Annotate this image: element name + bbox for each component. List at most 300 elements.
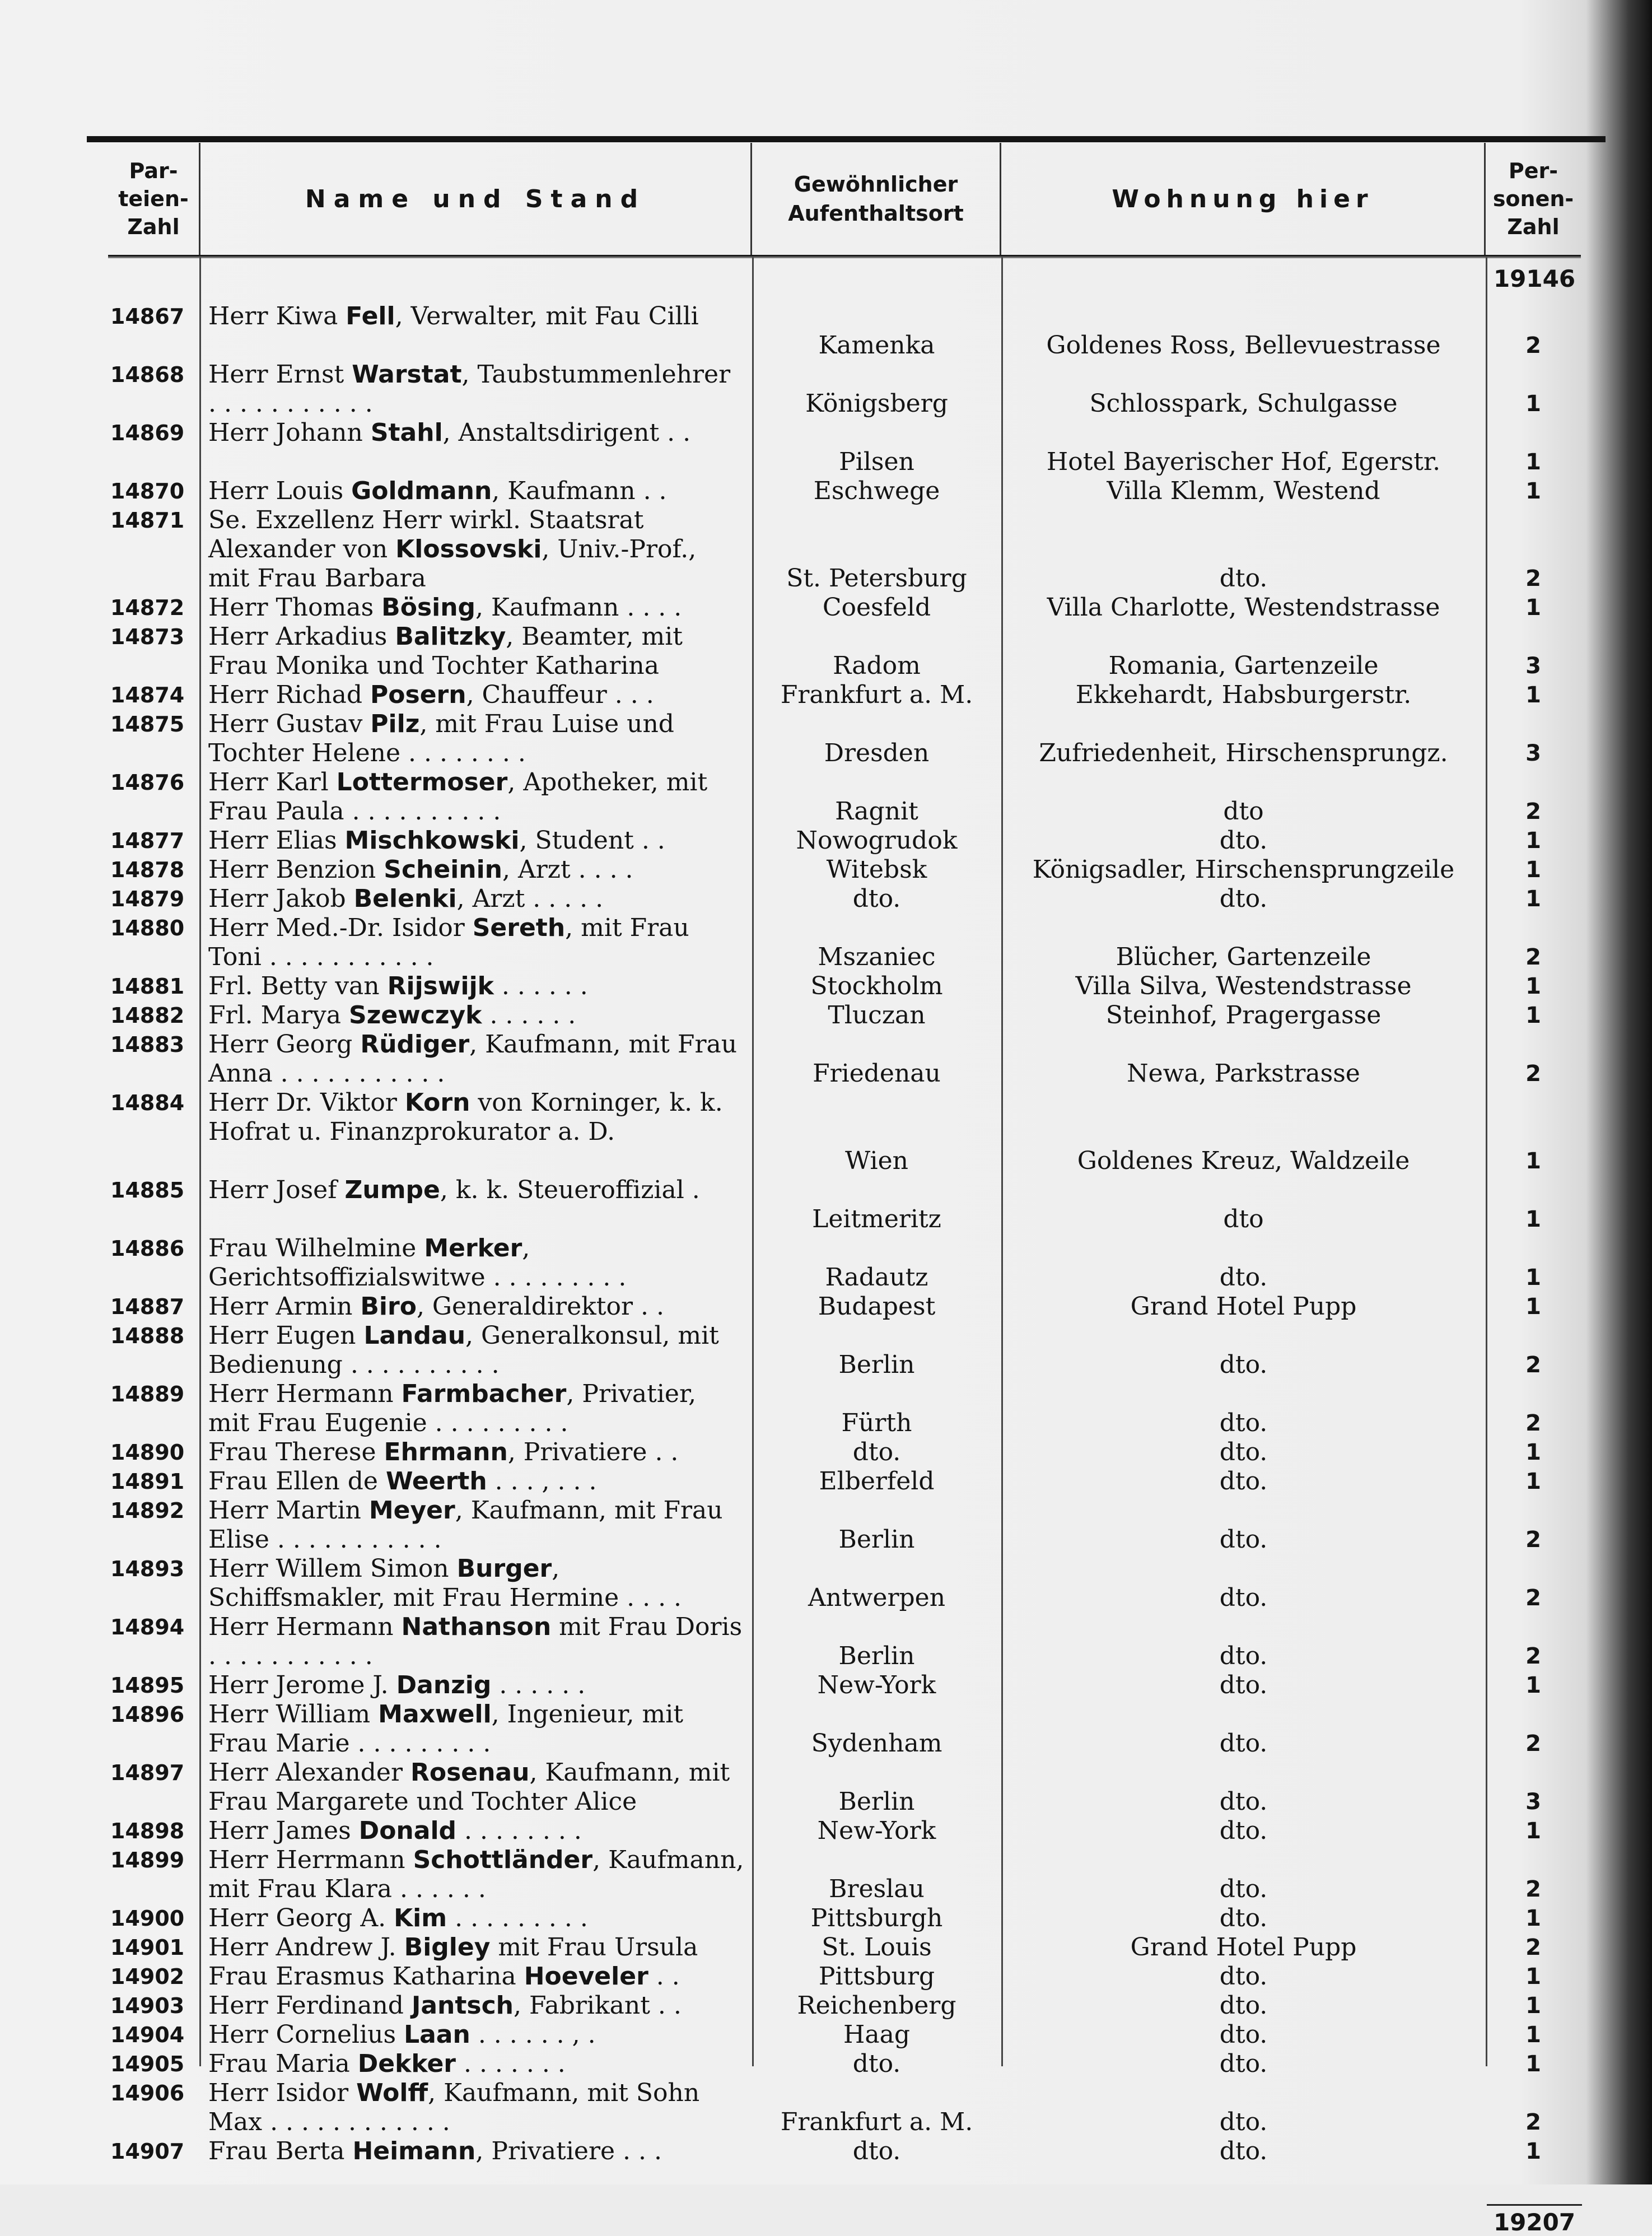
- party-number: 14877: [110, 828, 185, 853]
- name-prefix: Herr Johann: [208, 418, 371, 447]
- name-suffix: , mit Frau Toni . . . . . . . . . . .: [208, 914, 689, 971]
- name-suffix: , Beamter, mit Frau Monika und Tochter Katharina: [208, 622, 683, 680]
- table-row: [108, 1088, 1581, 1176]
- local-residence: Newa, Parkstrasse: [1127, 1059, 1360, 1088]
- guest-name: [200, 1700, 752, 1758]
- local-residence: Zufriedenheit, Hirschensprungz.: [1039, 739, 1448, 767]
- local-residence: dto.: [1219, 2049, 1268, 2078]
- person-count: 2: [1525, 1935, 1541, 1960]
- guest-name: [200, 1030, 752, 1088]
- party-number: 14901: [110, 1935, 185, 1960]
- table-row: [108, 1030, 1581, 1088]
- name-prefix: Herr Cornelius: [208, 2020, 404, 2049]
- party-number: 14898: [110, 1819, 185, 1843]
- name-prefix: Herr Thomas: [208, 593, 382, 622]
- name-suffix: , Arzt . . . . .: [456, 884, 604, 913]
- local-residence: dto.: [1219, 1787, 1268, 1816]
- guest-name: [200, 1321, 752, 1380]
- name-suffix: , Kaufmann, mit Frau Klara . . . . . .: [208, 1846, 744, 1903]
- party-number: 14870: [110, 479, 185, 504]
- person-count: 1: [1525, 1993, 1541, 2019]
- name-prefix: Herr Dr. Viktor: [208, 1088, 405, 1117]
- local-residence: dto.: [1219, 1409, 1268, 1437]
- surname: Balitzky: [395, 622, 506, 651]
- name-prefix: Herr Alexander: [208, 1758, 410, 1787]
- party-number: 14872: [110, 595, 185, 620]
- table-row: [108, 1991, 1581, 2020]
- local-residence: dto.: [1219, 2020, 1268, 2049]
- guest-name: [200, 1438, 752, 1467]
- surname: Heimann: [352, 2137, 476, 2165]
- table-row: [108, 1613, 1581, 1671]
- home-location: Reichenberg: [797, 1991, 956, 2020]
- table-row: [108, 477, 1581, 506]
- table-row: [108, 1904, 1581, 1933]
- guest-name: [200, 360, 752, 418]
- guest-name: [200, 972, 752, 1001]
- surname: Danzig: [396, 1671, 492, 1699]
- table-row: [108, 506, 1581, 593]
- name-suffix: von Korninger, k. k. Hofrat u. Finanzprokurator a. D.: [208, 1088, 723, 1146]
- guest-name: [200, 622, 752, 681]
- guest-name: [200, 768, 752, 826]
- party-number: 14885: [110, 1178, 185, 1203]
- home-location: Mszaniec: [818, 943, 936, 971]
- name-suffix: , Anstaltsdirigent . .: [442, 418, 691, 447]
- surname: Merker: [424, 1234, 522, 1263]
- local-residence: Ekkehardt, Habsburgerstr.: [1075, 681, 1412, 709]
- name-suffix: . . . , . . .: [487, 1467, 597, 1496]
- table-row: [108, 884, 1581, 914]
- table-row: [108, 2137, 1581, 2166]
- person-count: 1: [1525, 1964, 1541, 1990]
- local-residence: dto.: [1219, 1991, 1268, 2020]
- home-location: Elberfeld: [819, 1467, 935, 1496]
- name-suffix: . . . . . .: [491, 1671, 586, 1699]
- name-prefix: Herr Martin: [208, 1496, 369, 1525]
- local-residence: dto.: [1219, 1467, 1268, 1496]
- local-residence: dto.: [1219, 1583, 1268, 1612]
- surname: Posern: [370, 681, 466, 709]
- surname: Stahl: [370, 418, 443, 447]
- table-row: [108, 972, 1581, 1001]
- name-prefix: Frau Ellen de: [208, 1467, 386, 1496]
- name-suffix: mit Frau Ursula: [490, 1933, 698, 1962]
- surname: Pilz: [370, 710, 420, 738]
- name-prefix: Herr Arkadius: [208, 622, 395, 651]
- home-location: Budapest: [818, 1292, 936, 1321]
- name-suffix: . . . . . . . .: [456, 1816, 582, 1845]
- guest-name: [200, 710, 752, 768]
- table-row: [108, 681, 1581, 710]
- person-count: 2: [1525, 1643, 1541, 1669]
- guest-list-table: [108, 143, 1581, 2236]
- guest-name: [200, 884, 752, 914]
- guest-name: [200, 681, 752, 710]
- surname: Weerth: [385, 1467, 487, 1496]
- table-row: [108, 1001, 1581, 1030]
- surname: Bösing: [381, 593, 476, 622]
- table-row: [108, 2079, 1581, 2137]
- name-prefix: Herr Andrew J.: [208, 1933, 404, 1962]
- table-row: [108, 855, 1581, 884]
- name-prefix: Frau Erasmus Katharina: [208, 1962, 524, 1991]
- party-number: 14878: [110, 858, 185, 882]
- local-residence: Villa Silva, Westendstrasse: [1075, 972, 1412, 1000]
- person-count: 2: [1525, 2109, 1541, 2135]
- home-location: Witebsk: [826, 855, 927, 884]
- party-number: 14888: [110, 1324, 185, 1348]
- person-count: 1: [1525, 449, 1541, 475]
- home-location: Berlin: [838, 1787, 915, 1816]
- home-location: Königsberg: [805, 389, 948, 418]
- party-number: 14891: [110, 1469, 185, 1494]
- name-suffix: , Kaufmann, mit Frau Anna . . . . . . . . . . .: [208, 1030, 738, 1088]
- home-location: Breslau: [829, 1875, 925, 1903]
- home-location: New-York: [817, 1671, 936, 1699]
- person-count: 1: [1525, 1265, 1541, 1291]
- person-count: 3: [1525, 1789, 1541, 1815]
- table-row: [108, 1234, 1581, 1292]
- name-prefix: Herr Ernst: [208, 360, 352, 389]
- home-location: Berlin: [838, 1350, 915, 1379]
- name-prefix: Herr Kiwa: [208, 302, 346, 330]
- table-row: [108, 1700, 1581, 1758]
- table-row: [108, 826, 1581, 855]
- local-residence: dto.: [1219, 564, 1268, 593]
- local-residence: Grand Hotel Pupp: [1130, 1292, 1357, 1321]
- person-count: 1: [1525, 1673, 1541, 1698]
- person-count: 1: [1525, 1440, 1541, 1465]
- table-row: [108, 768, 1581, 826]
- name-suffix: , Kaufmann . . . .: [475, 593, 682, 622]
- party-number: 14882: [110, 1003, 185, 1028]
- surname: Landau: [363, 1321, 466, 1350]
- table-row: [108, 2049, 1581, 2079]
- party-number: 14896: [110, 1702, 185, 1727]
- name-prefix: Herr Elias: [208, 826, 345, 855]
- name-suffix: . . . . . . . . .: [447, 1904, 588, 1932]
- table-row: [108, 1467, 1581, 1496]
- guest-name: [200, 1088, 752, 1176]
- local-residence: dto.: [1219, 1816, 1268, 1845]
- surname: Schottländer: [413, 1846, 593, 1874]
- name-prefix: Herr Ferdinand: [208, 1991, 412, 2020]
- home-location: Radom: [833, 651, 921, 680]
- name-prefix: Frau Wilhelmine: [208, 1234, 424, 1263]
- party-number: 14895: [110, 1673, 185, 1698]
- name-suffix: , Ingenieur, mit Frau Marie . . . . . . . . .: [208, 1700, 684, 1758]
- party-number: 14900: [110, 1906, 185, 1931]
- party-number: 14903: [110, 1993, 185, 2018]
- surname: Fell: [346, 302, 395, 330]
- surname: Nathanson: [401, 1613, 552, 1641]
- surname: Laan: [404, 2020, 470, 2049]
- surname: Zumpe: [344, 1176, 440, 1204]
- name-prefix: Herr William: [208, 1700, 379, 1729]
- name-prefix: Herr Benzion: [208, 855, 384, 884]
- guest-name: [200, 593, 752, 622]
- person-count: 1: [1525, 1294, 1541, 1320]
- table-row: [108, 914, 1581, 972]
- party-number: 14883: [110, 1032, 185, 1057]
- surname: Jantsch: [411, 1991, 514, 2020]
- person-count: 2: [1525, 1585, 1541, 1611]
- guest-name: [200, 1846, 752, 1904]
- name-prefix: Herr Jakob: [208, 884, 354, 913]
- party-number: 14886: [110, 1236, 185, 1261]
- local-residence: Romania, Gartenzeile: [1108, 651, 1379, 680]
- name-suffix: , Privatiere . . .: [475, 2137, 662, 2165]
- home-location: Wien: [845, 1147, 908, 1175]
- home-location: Kamenka: [818, 331, 935, 360]
- person-count: 3: [1525, 740, 1541, 766]
- local-residence: dto.: [1219, 1438, 1268, 1466]
- name-suffix: mit Frau Doris . . . . . . . . . . .: [208, 1613, 743, 1670]
- local-residence: dto.: [1219, 826, 1268, 855]
- party-number: 14894: [110, 1615, 185, 1639]
- column-divider: [1001, 257, 1003, 2066]
- guest-name: [200, 1671, 752, 1700]
- surname: Rijswijk: [387, 972, 494, 1000]
- guest-name: [200, 506, 752, 593]
- surname: Kim: [394, 1904, 447, 1932]
- name-suffix: , Arzt . . . .: [502, 855, 633, 884]
- name-prefix: Herr Louis: [208, 477, 352, 505]
- local-residence: Goldenes Kreuz, Waldzeile: [1077, 1147, 1410, 1175]
- name-suffix: , Fabrikant . .: [513, 1991, 682, 2020]
- home-location: Friedenau: [813, 1059, 941, 1088]
- surname: Maxwell: [378, 1700, 492, 1729]
- name-suffix: , Kaufmann, mit Frau Margarete und Tochter Alice: [208, 1758, 730, 1816]
- local-residence: Steinhof, Pragergasse: [1105, 1001, 1382, 1030]
- party-number: 14899: [110, 1848, 185, 1872]
- person-count: 2: [1525, 566, 1541, 591]
- name-suffix: . . . . . .: [493, 972, 588, 1000]
- surname: Sereth: [472, 914, 566, 942]
- person-count: 1: [1525, 682, 1541, 708]
- name-suffix: . . . . . . .: [455, 2049, 566, 2078]
- home-location: Coesfeld: [822, 593, 931, 622]
- header-residence: Wohnung hier: [1001, 143, 1486, 255]
- name-suffix: . .: [648, 1962, 680, 1991]
- person-count: 1: [1525, 857, 1541, 883]
- person-count: 2: [1525, 799, 1541, 824]
- name-suffix: , Schiffsmakler, mit Frau Hermine . . . .: [208, 1554, 682, 1612]
- table-row: [108, 1816, 1581, 1846]
- local-residence: Villa Charlotte, Westendstrasse: [1047, 593, 1440, 622]
- table-body: [108, 257, 1581, 2166]
- guest-name: [200, 302, 752, 360]
- local-residence: Blücher, Gartenzeile: [1116, 943, 1371, 971]
- local-residence: dto.: [1219, 884, 1268, 913]
- guest-name: [200, 1176, 752, 1234]
- party-number: 14879: [110, 887, 185, 911]
- local-residence: dto.: [1219, 1962, 1268, 1991]
- name-prefix: Herr James: [208, 1816, 359, 1845]
- name-prefix: Herr Hermann: [208, 1380, 402, 1408]
- person-count: 1: [1525, 2022, 1541, 2048]
- local-residence: Königsadler, Hirschensprungzeile: [1032, 855, 1455, 884]
- name-suffix: , mit Frau Luise und Tochter Helene . . . . . . . .: [208, 710, 674, 767]
- table-row: [108, 1962, 1581, 1991]
- name-suffix: , Univ.-Prof., mit Frau Barbara: [208, 535, 697, 593]
- home-location: Frankfurt a. M.: [780, 681, 973, 709]
- table-row: [108, 1846, 1581, 1904]
- name-suffix: , Kaufmann . .: [492, 477, 667, 505]
- table-row: [108, 1671, 1581, 1700]
- guest-name: [200, 1933, 752, 1962]
- name-prefix: Herr Georg: [208, 1030, 361, 1059]
- name-suffix: , k. k. Steueroffizial .: [440, 1176, 700, 1204]
- guest-name: [200, 2020, 752, 2049]
- guest-name: [200, 2137, 752, 2166]
- party-number: 14867: [110, 304, 185, 329]
- home-location: Pilsen: [839, 448, 914, 476]
- table-row: [108, 1496, 1581, 1554]
- total-rule: [1487, 2204, 1582, 2206]
- home-location: dto.: [852, 2049, 901, 2078]
- name-suffix: , Student . .: [519, 826, 665, 855]
- surname: Korn: [404, 1088, 470, 1117]
- surname: Dekker: [357, 2049, 456, 2078]
- table-row: [108, 1380, 1581, 1438]
- table-row: [108, 1176, 1581, 1234]
- surname: Meyer: [368, 1496, 455, 1525]
- guest-name: [200, 2079, 752, 2137]
- surname: Scheinin: [384, 855, 502, 884]
- party-number: 14892: [110, 1498, 185, 1523]
- local-residence: Villa Klemm, Westend: [1107, 477, 1380, 505]
- home-location: dto.: [852, 2137, 901, 2165]
- party-number: 14873: [110, 625, 185, 649]
- name-prefix: Herr Georg A.: [208, 1904, 394, 1932]
- person-count: 2: [1525, 333, 1541, 358]
- local-residence: dto.: [1219, 1875, 1268, 1903]
- guest-name: [200, 1904, 752, 1933]
- home-location: Tluczan: [828, 1001, 926, 1030]
- person-count: 1: [1525, 2051, 1541, 2077]
- party-number: 14902: [110, 1964, 185, 1989]
- header-party-count: Par- teien- Zahl: [108, 143, 200, 255]
- party-number: 14904: [110, 2023, 185, 2047]
- home-location: St. Louis: [822, 1933, 932, 1962]
- local-residence: dto: [1223, 1205, 1264, 1233]
- local-residence: dto.: [1219, 1642, 1268, 1670]
- person-count: 1: [1525, 391, 1541, 417]
- home-location: Frankfurt a. M.: [780, 2108, 973, 2136]
- person-count: 2: [1525, 1876, 1541, 1902]
- person-count: 2: [1525, 1061, 1541, 1087]
- local-residence: dto.: [1219, 2137, 1268, 2165]
- table-row: [108, 1321, 1581, 1380]
- surname: Belenki: [353, 884, 457, 913]
- home-location: Berlin: [838, 1525, 915, 1554]
- table-row: [108, 1933, 1581, 1962]
- person-count: 1: [1525, 2139, 1541, 2164]
- party-number: 14876: [110, 770, 185, 795]
- person-count: 1: [1525, 1906, 1541, 1931]
- local-residence: dto: [1223, 797, 1264, 826]
- local-residence: dto.: [1219, 1671, 1268, 1699]
- table-row: [108, 1554, 1581, 1613]
- column-divider: [1486, 257, 1487, 2066]
- name-suffix: , Kaufmann, mit Frau Elise . . . . . . . . . . .: [208, 1496, 723, 1554]
- local-residence: Grand Hotel Pupp: [1130, 1933, 1357, 1962]
- guest-name: [200, 1234, 752, 1292]
- party-number: 14887: [110, 1294, 185, 1319]
- person-count: 1: [1525, 595, 1541, 621]
- person-count: 2: [1525, 944, 1541, 970]
- surname: Donald: [358, 1816, 457, 1845]
- surname: Goldmann: [351, 477, 492, 505]
- person-count: 1: [1525, 1469, 1541, 1494]
- surname: Burger: [456, 1554, 552, 1583]
- name-suffix: . . . . . . , .: [470, 2020, 596, 2049]
- surname: Mischkowski: [344, 826, 520, 855]
- surname: Hoeveler: [524, 1962, 648, 1991]
- name-prefix: Frl. Marya: [208, 1001, 349, 1030]
- header-origin: Gewöhnlicher Aufenthaltsort: [752, 143, 1001, 255]
- column-divider: [752, 257, 754, 2066]
- name-suffix: , Gerichtsoffizialswitwe . . . . . . . . .: [208, 1234, 627, 1292]
- person-count: 1: [1525, 1206, 1541, 1232]
- person-count: 2: [1525, 1731, 1541, 1757]
- person-count: 2: [1525, 1352, 1541, 1378]
- surname: Rosenau: [410, 1758, 530, 1787]
- top-rule: [87, 136, 1606, 142]
- name-prefix: Herr Richad: [208, 681, 371, 709]
- table-row: [108, 1292, 1581, 1321]
- name-prefix: Herr Eugen: [208, 1321, 364, 1350]
- local-residence: Goldenes Ross, Bellevuestrasse: [1046, 331, 1441, 360]
- surname: Warstat: [352, 360, 462, 389]
- person-count: 1: [1525, 828, 1541, 854]
- surname: Ehrmann: [384, 1438, 508, 1466]
- party-number: 14884: [110, 1091, 185, 1115]
- home-location: Radautz: [825, 1263, 928, 1292]
- surname: Wolff: [356, 2079, 428, 2107]
- name-prefix: Herr Willem Simon: [208, 1554, 457, 1583]
- guest-name: [200, 855, 752, 884]
- name-prefix: Herr Armin: [208, 1292, 361, 1321]
- name-prefix: Frau Maria: [208, 2049, 358, 2078]
- guest-name: [200, 1467, 752, 1496]
- table-row: [108, 1758, 1581, 1816]
- name-prefix: Herr Isidor: [208, 2079, 357, 2107]
- table-row: [108, 360, 1581, 418]
- surname: Biro: [360, 1292, 417, 1321]
- person-count: 2: [1525, 1410, 1541, 1436]
- surname: Rüdiger: [360, 1030, 470, 1059]
- name-suffix: , Kaufmann, mit Sohn Max . . . . . . . . . . . .: [208, 2079, 700, 2136]
- name-suffix: . . . . . .: [482, 1001, 576, 1030]
- party-number: 14868: [110, 362, 185, 387]
- local-residence: dto.: [1219, 1525, 1268, 1554]
- local-residence: Schlosspark, Schulgasse: [1089, 389, 1398, 418]
- party-number: 14906: [110, 2081, 185, 2105]
- name-suffix: , Privatier, mit Frau Eugenie . . . . . . . . .: [208, 1380, 697, 1437]
- local-residence: dto.: [1219, 1263, 1268, 1292]
- person-count: 1: [1525, 1818, 1541, 1844]
- person-count: 1: [1525, 973, 1541, 999]
- name-suffix: , Generalkonsul, mit Bedienung . . . . . . . . . .: [208, 1321, 719, 1379]
- table-row: [108, 622, 1581, 681]
- guest-name: [200, 1962, 752, 1991]
- home-location: Antwerpen: [808, 1583, 946, 1612]
- name-prefix: Herr Josef: [208, 1176, 345, 1204]
- guest-name: [200, 1613, 752, 1671]
